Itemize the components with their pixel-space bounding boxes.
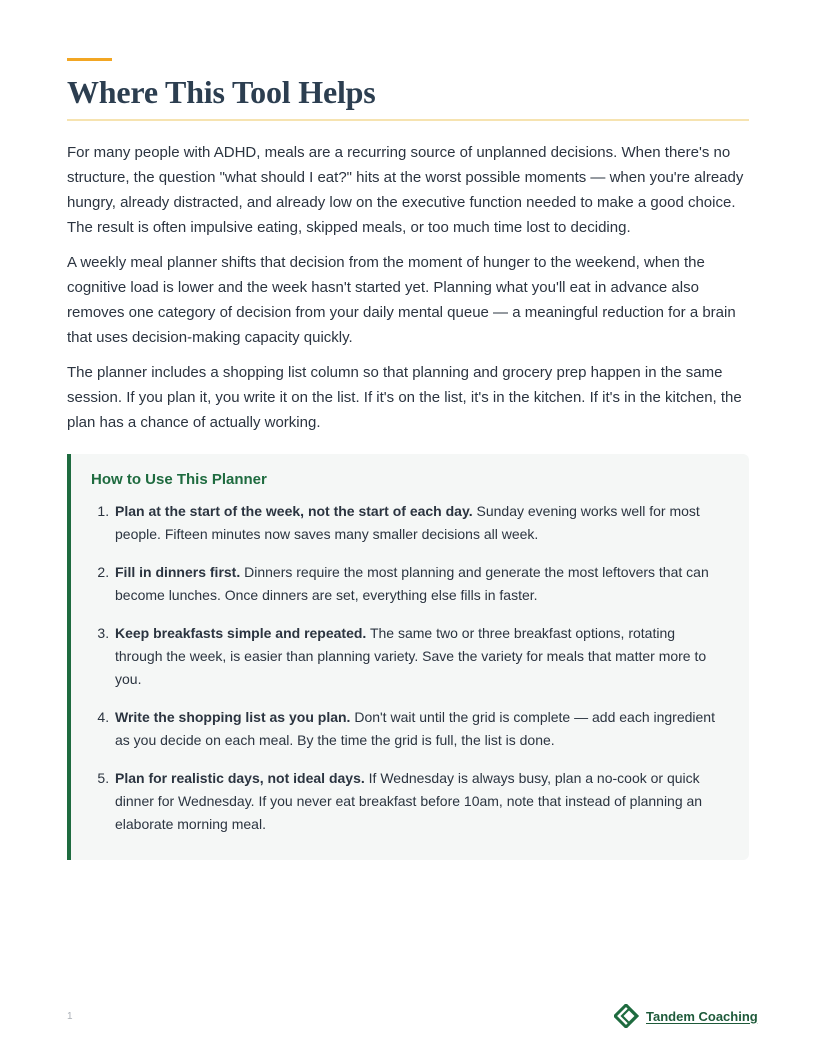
step-text: Sunday evening works well for most people. Fifteen minutes now saves many smaller decisions all week.: [115, 503, 700, 542]
step-bold-lead: Fill in dinners first.: [115, 564, 241, 580]
diamond-logo-icon: [614, 1004, 641, 1028]
step-text: Dinners require the most planning and generate the most leftovers that can become lunches. Once dinners are set, everything else fills in faster.: [115, 564, 709, 603]
step-bold-lead: Keep breakfasts simple and repeated.: [115, 625, 367, 641]
step-bold-lead: Plan at the start of the week, not the start of each day.: [115, 503, 473, 519]
callout-heading: How to Use This Planner: [91, 471, 267, 488]
intro-paragraph-1: For many people with ADHD, meals are a recurring source of unplanned decisions. When there's no structure, the question "what should I eat?" hits at the worst possible moments — when you're already hungry, already distracted, and already low on the executive function needed to make a good choice. The result is often impulsive eating, skipped meals, or too much time lost to deciding.: [67, 144, 744, 236]
step-text: If Wednesday is always busy, plan a no-cook or quick dinner for Wednesday. If you never eat breakfast before 10am, note that instead of planning an elaborate morning meal.: [115, 770, 703, 832]
title-divider: [67, 119, 749, 121]
page-number: 1: [67, 1011, 73, 1022]
steps-list: [91, 500, 725, 836]
step-item: [113, 561, 725, 607]
step-bold-lead: Write the shopping list as you plan.: [115, 709, 351, 725]
step-text: The same two or three breakfast options, rotating through the week, is easier than planning variety. Save the variety for meals that matter more to you.: [115, 625, 707, 687]
how-to-use-callout: [67, 454, 749, 860]
step-item: [113, 500, 725, 546]
step-item: [113, 622, 725, 691]
intro-paragraph-2: A weekly meal planner shifts that decision from the moment of hunger to the weekend, when the cognitive load is lower and the week hasn't started yet. Planning what you'll eat in advance also removes one category of decision from your daily mental queue — a meaningful reduction for a brain that uses decision-making capacity quickly.: [67, 254, 736, 346]
brand-footer: [614, 1004, 758, 1028]
page-title: Where This Tool Helps: [67, 74, 376, 110]
intro-paragraph-3: The planner includes a shopping list column so that planning and grocery prep happen in the same session. If you plan it, you write it on the list. If it's on the list, it's in the kitchen. If it's in the kitchen, the plan has a chance of actually working.: [67, 364, 742, 431]
brand-name: Tandem Coaching: [646, 1008, 758, 1024]
step-item: [113, 767, 725, 836]
intro-section: [67, 140, 749, 445]
step-item: [113, 706, 725, 752]
step-text: Don't wait until the grid is complete — add each ingredient as you decide on each meal. By the time the grid is full, the list is done.: [115, 709, 715, 748]
step-bold-lead: Plan for realistic days, not ideal days.: [115, 770, 365, 786]
title-accent-bar: [67, 58, 112, 61]
